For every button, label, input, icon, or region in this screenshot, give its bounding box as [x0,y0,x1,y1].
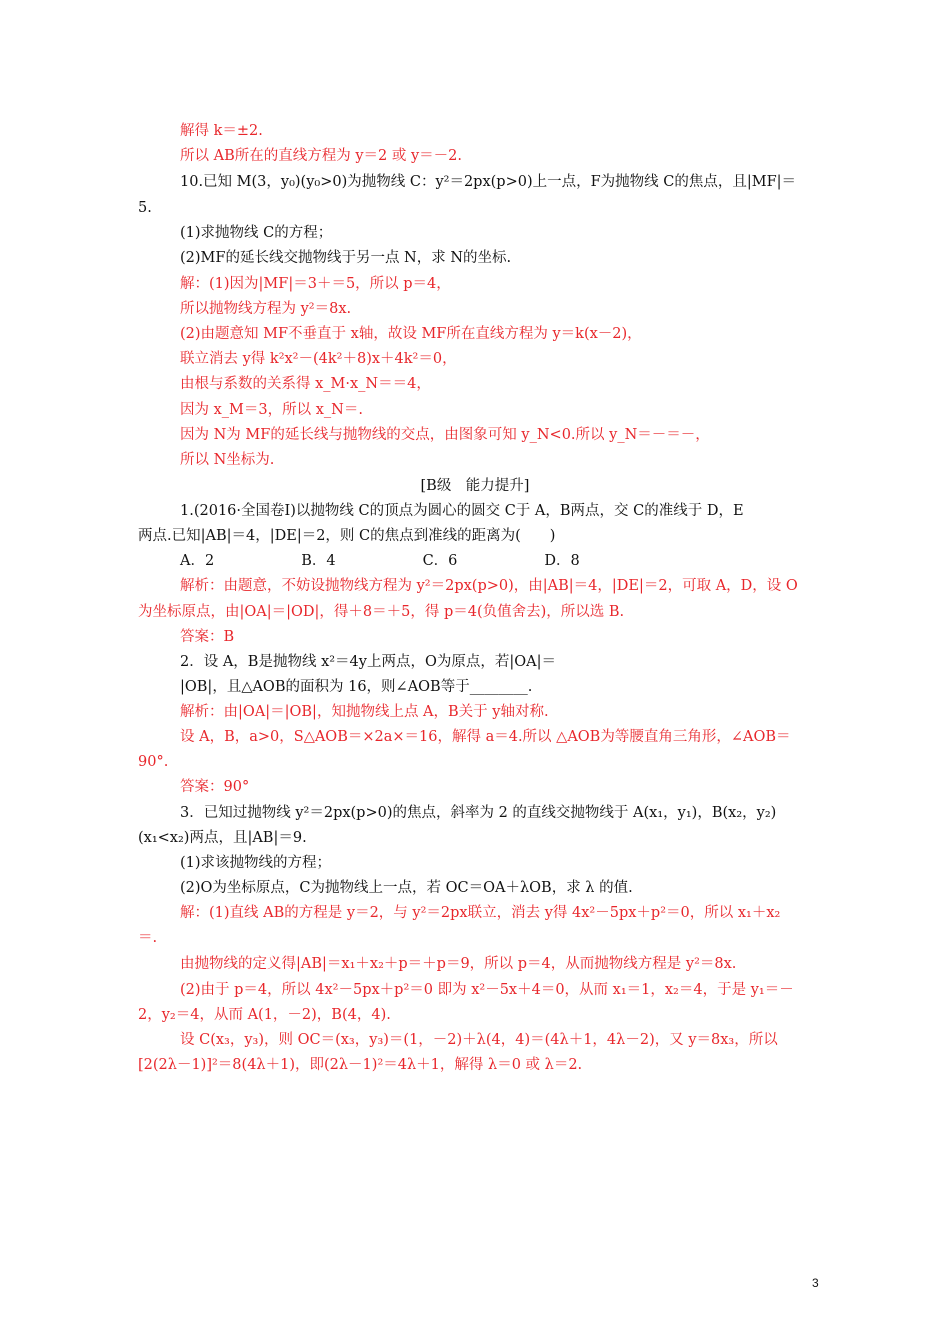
question-line: (2)MF的延长线交抛物线于另一点 N，求 N的坐标. [180,250,512,266]
solution-line: 由抛物线的定义得|AB|＝x₁＋x₂＋p＝＋p＝9，所以 p＝4，从而抛物线方程是 y²＝8x. [180,956,737,972]
solution-line: 答案：90° [180,779,250,795]
solution-line: 解：(1)因为|MF|＝3＋＝5，所以 p＝4， [180,276,451,292]
question-line: 2．设 A，B是抛物线 x²＝4y上两点，O为原点，若|OA|＝ [180,654,556,670]
solution-line: 为坐标原点，由|OA|＝|OD|，得＋8＝＋5，得 p＝4(负值舍去)，所以选 B. [138,604,625,620]
solution-line: 解析：由|OA|＝|OB|，知抛物线上点 A，B关于 y轴对称. [180,704,549,720]
solution-line: (2)由题意知 MF不垂直于 x轴，故设 MF所在直线方程为 y＝k(x－2)， [180,326,642,342]
solution-line: 解：(1)直线 AB的方程是 y＝2，与 y²＝2px联立，消去 y得 4x²－5px＋p²＝0，所以 x₁＋x₂ [180,905,781,921]
solution-line: ＝. [138,930,158,946]
solution-line: 所以抛物线方程为 y²＝8x. [180,301,352,317]
solution-line: 因为 N为 MF的延长线与抛物线的交点，由图象可知 y_N<0.所以 y_N＝－＝－， [180,427,710,443]
solution-line: 2，y₂＝4，从而 A(1，－2)，B(4，4). [138,1007,391,1023]
question-line: 5. [138,200,152,216]
question-line: 1.(2016·全国卷Ⅰ)以抛物线 C的顶点为圆心的圆交 C于 A，B两点，交 C的准线于 D，E [180,503,744,519]
solution-line: 90°. [138,754,169,770]
solution-line: [2(2λ－1)]²＝8(4λ＋1)，即(2λ－1)²＝4λ＋1，解得 λ＝0 或 λ＝2. [138,1057,583,1073]
solution-line: 答案：B [180,629,235,645]
question-line: (2)O为坐标原点，C为抛物线上一点，若 OC＝OA＋λOB，求 λ 的值. [180,880,633,896]
question-line: (x₁<x₂)两点，且|AB|＝9. [138,830,307,846]
solution-line: 所以 N坐标为. [180,452,275,468]
solution-line: (2)由于 p＝4，所以 4x²－5px＋p²＝0 即为 x²－5x＋4＝0，从而 x₁＝1，x₂＝4，于是 y₁＝－ [180,982,794,998]
question-line: 3．已知过抛物线 y²＝2px(p>0)的焦点，斜率为 2 的直线交抛物线于 A(x₁，y₁)，B(x₂，y₂) [180,805,777,821]
solution-line: 所以 AB所在的直线方程为 y＝2 或 y＝－2. [180,148,463,164]
solution-line: 设 C(x₃，y₃)，则 OC＝(x₃，y₃)＝(1，－2)＋λ(4，4)＝(4λ＋1，4λ－2)，又 y＝8x₃，所以 [180,1032,778,1048]
page-number: 3 [812,1276,819,1290]
solution-line: 因为 x_M＝3，所以 x_N＝. [180,402,363,418]
solution-line: 由根与系数的关系得 x_M·x_N＝＝4， [180,376,431,392]
question-line: 两点.已知|AB|＝4，|DE|＝2，则 C的焦点到准线的距离为( ) [138,528,556,544]
solution-line: 解得 k＝±2. [180,123,263,139]
question-line: 10.已知 M(3，y₀)(y₀>0)为抛物线 C：y²＝2px(p>0)上一点，F为抛物线 C的焦点，且|MF|＝ [180,174,797,190]
solution-line: 设 A，B，a>0，S△AOB＝×2a×＝16，解得 a＝4.所以 △AOB为等腰直角三角形，∠AOB＝ [180,729,791,745]
question-line: (1)求抛物线 C的方程； [180,225,333,241]
question-line: (1)求该抛物线的方程； [180,855,332,871]
solution-line: 联立消去 y得 k²x²－(4k²＋8)x＋4k²＝0， [180,351,457,367]
question-line: A．2 B．4 C．6 D．8 [180,553,580,569]
question-line: |OB|，且△AOB的面积为 16，则∠AOB等于________. [180,679,533,695]
solution-line: 解析：由题意，不妨设抛物线方程为 y²＝2px(p>0)，由|AB|＝4，|DE|＝2，可取 A，D，设 O [180,578,798,594]
section-heading: [B级 能力提升] [420,478,530,494]
